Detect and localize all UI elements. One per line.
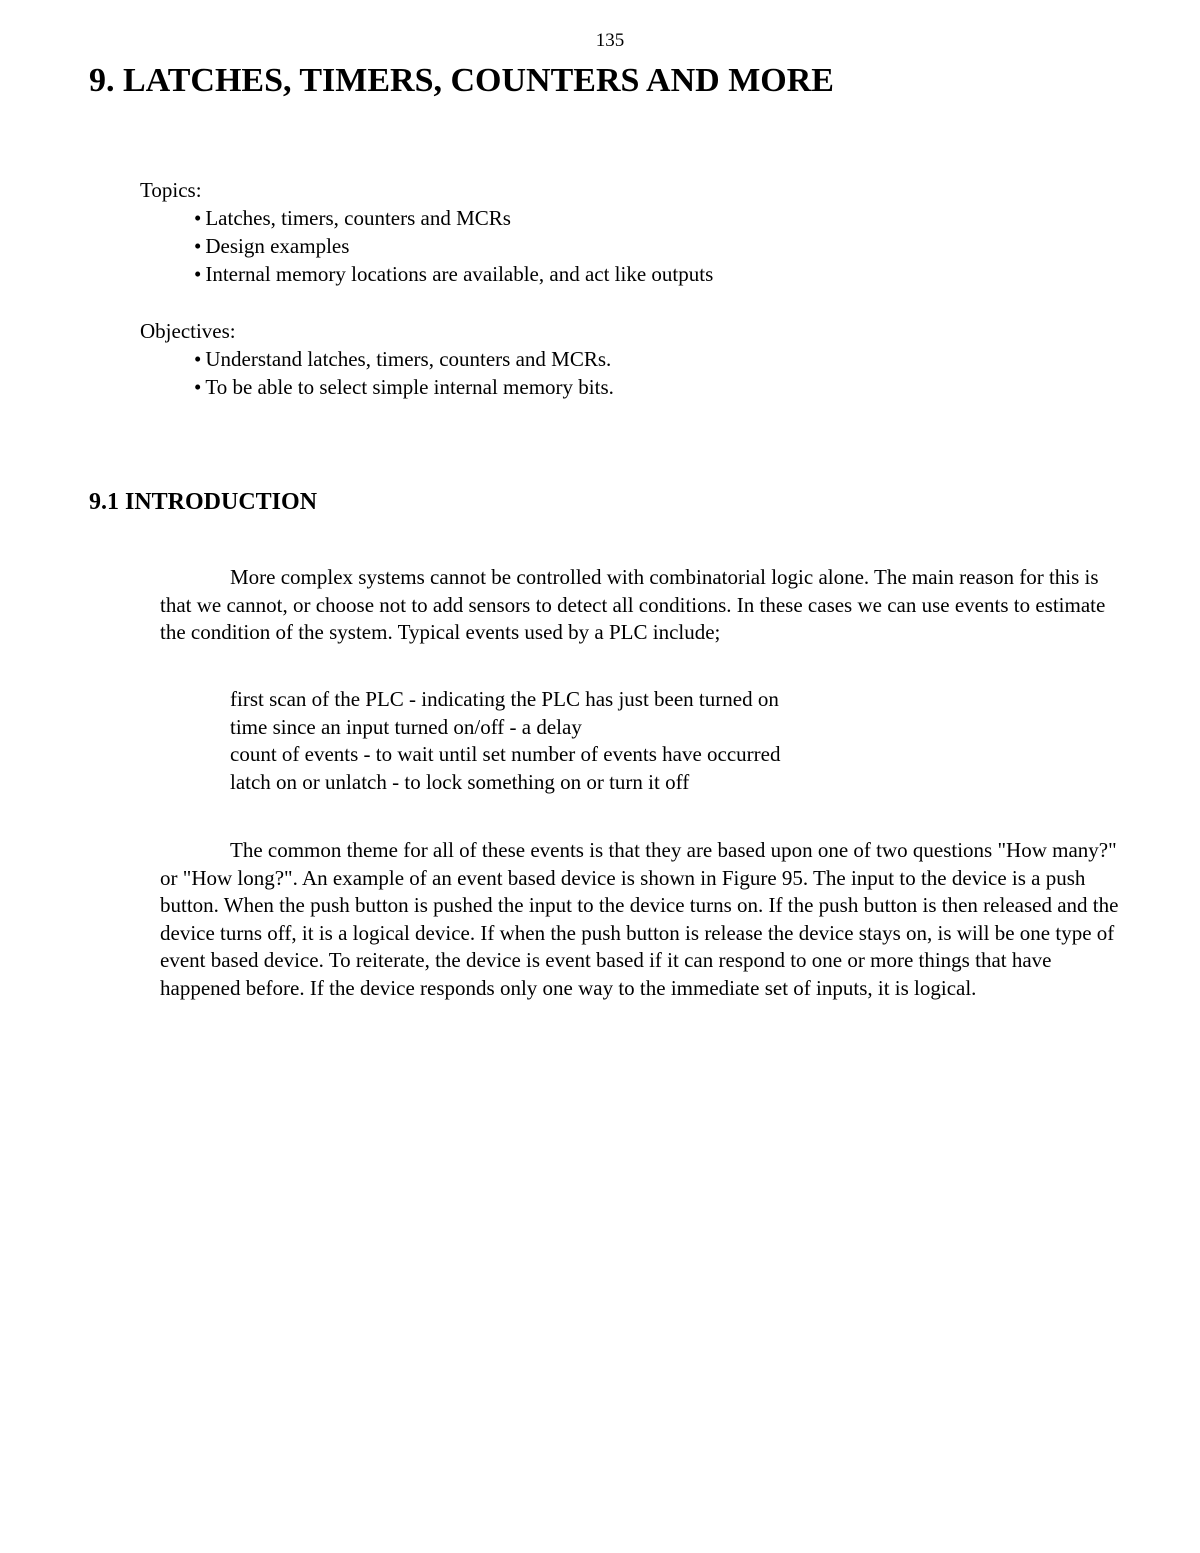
- intro-paragraph: More complex systems cannot be controlled with combinatorial logic alone. The main reason for this is that we cannot, or choose not to add sensors to detect all conditions. In these cases we can use events to estimate the condition of the system. Typical events used by a PLC include;: [160, 565, 1106, 644]
- topic-item: • Design examples: [194, 232, 713, 260]
- topic-item: • Internal memory locations are available, and act like outputs: [194, 260, 713, 288]
- event-item: latch on or unlatch - to lock something on or turn it off: [230, 769, 690, 794]
- event-item: time since an input turned on/off - a delay: [230, 714, 582, 739]
- topic-item: • Latches, timers, counters and MCRs: [194, 204, 713, 232]
- objective-item: • Understand latches, timers, counters and MCRs.: [194, 345, 614, 373]
- page-number: 135: [595, 30, 625, 51]
- objectives-heading: Objectives:: [140, 319, 236, 343]
- objectives-list: [140, 345, 614, 401]
- section-title: 9.1 INTRODUCTION: [89, 489, 318, 515]
- chapter-title: 9. LATCHES, TIMERS, COUNTERS AND MORE: [89, 62, 834, 99]
- topics-list: [140, 204, 713, 288]
- topics-block: [140, 176, 713, 288]
- theme-paragraph: The common theme for all of these events is that they are based upon one of two questions "How many?" or "How long?". An example of an event based device is shown in Figure 95. The input to the device is a push button. When the push button is pushed the input to the device turns on. If the push button is then released and the device turns off, it is a logical device. If when the push button is release the device stays on, is will be one type of event based device. To reiterate, the device is event based if it can respond to one or more things that have happened before. If the device responds only one way to the immediate set of inputs, it is logical.: [160, 838, 1119, 1000]
- event-list: [230, 686, 781, 796]
- event-item: first scan of the PLC - indicating the PLC has just been turned on: [230, 687, 779, 711]
- objective-item: • To be able to select simple internal memory bits.: [194, 373, 614, 401]
- objectives-block: [140, 317, 614, 401]
- topics-heading: Topics:: [140, 178, 202, 202]
- event-item: count of events - to wait until set number of events have occurred: [230, 742, 781, 766]
